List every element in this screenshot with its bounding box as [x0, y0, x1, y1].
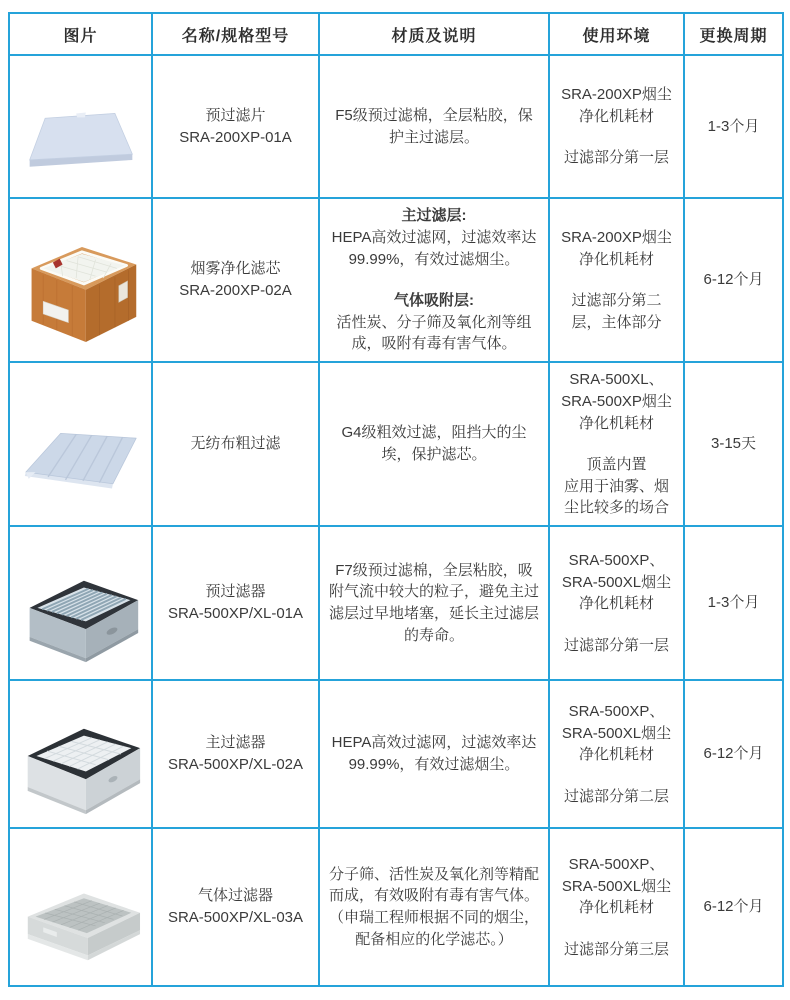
column-header-2: 名称/规格型号: [152, 13, 319, 55]
product-image-cell: [9, 362, 152, 526]
usage-environment-cell: [549, 362, 684, 526]
material-paragraph: G4级粗效过滤，阻挡大的尘埃，保护滤芯。: [341, 424, 527, 463]
replacement-cycle-cell: [684, 198, 783, 362]
table-row: [9, 828, 783, 986]
replacement-cycle-cell: [684, 526, 783, 680]
table-row: [9, 55, 783, 198]
nonwoven-prefilter-cloth-image: [18, 383, 144, 505]
product-name-cell: [152, 526, 319, 680]
product-name-line: 预过滤器: [205, 583, 266, 601]
product-name-line: SRA-200XP-01A: [179, 128, 292, 146]
flat-filter-sheet-image: [18, 65, 144, 189]
product-name-line: 主过滤器: [205, 734, 266, 752]
product-name-cell: [152, 680, 319, 828]
product-name-cell: [152, 198, 319, 362]
material-description-cell: [319, 828, 549, 986]
replacement-cycle-cell: [684, 55, 783, 198]
product-name-line: SRA-500XP/XL-02A: [167, 756, 304, 773]
environment-paragraph: 应用于油雾、烟尘比较多的场合: [563, 477, 669, 517]
material-description-cell: [319, 680, 549, 828]
replacement-cycle-cell: [684, 828, 783, 986]
gas-chemical-filter-image: [18, 847, 144, 967]
usage-environment-cell: [549, 198, 684, 362]
product-name-line: 气体过滤器: [197, 887, 273, 905]
replacement-cycle-cell: [684, 680, 783, 828]
replacement-cycle-value: 6-12个月: [703, 898, 764, 916]
replacement-cycle-value: 6-12个月: [703, 271, 764, 289]
environment-paragraph: SRA-500XP、SRA-500XL烟尘净化机耗材: [561, 551, 672, 613]
pleated-prefilter-image: [18, 540, 144, 666]
material-paragraph: 分子筛、活性炭及氧化剂等精配而成，有效吸附有毒有害气体。（申瑞工程师根据不同的烟尘，配备相应的化学滤芯。）: [328, 865, 539, 948]
product-image-cell: [9, 55, 152, 198]
environment-paragraph: 过滤部分第一层: [563, 636, 669, 654]
table-row: [9, 198, 783, 362]
product-name-line: 预过滤片: [205, 106, 266, 124]
product-name-line: SRA-500XP/XL-03A: [167, 909, 304, 926]
column-header-4: 使用环境: [549, 13, 684, 55]
product-name-line: SRA-500XP/XL-01A: [167, 605, 304, 622]
material-description-cell: [319, 55, 549, 198]
environment-paragraph: 过滤部分第一层: [563, 149, 669, 167]
column-header-5: 更换周期: [684, 13, 783, 55]
table-header-row: [9, 13, 783, 55]
material-paragraph: HEPA高效过滤网，过滤效率达99.99%，有效过滤烟尘。: [331, 228, 537, 268]
column-header-1: 图片: [9, 13, 152, 55]
product-name-cell: [152, 828, 319, 986]
material-paragraph: HEPA高效过滤网，过滤效率达99.99%，有效过滤烟尘。: [331, 734, 537, 773]
replacement-cycle-cell: [684, 362, 783, 526]
product-name-line: 无纺布粗过滤: [190, 435, 281, 453]
product-name-cell: [152, 55, 319, 198]
material-description-cell: [319, 526, 549, 680]
environment-paragraph: SRA-200XP烟尘净化机耗材: [561, 86, 672, 125]
table-row: [9, 680, 783, 828]
product-image-cell: [9, 828, 152, 986]
filter-spec-table: [8, 12, 784, 987]
product-image-cell: [9, 198, 152, 362]
environment-paragraph: SRA-500XP、SRA-500XL烟尘净化机耗材: [561, 855, 672, 917]
usage-environment-cell: [549, 55, 684, 198]
product-name-line: 烟雾净化滤芯: [190, 260, 281, 278]
replacement-cycle-value: 3-15天: [710, 435, 757, 453]
table-row: [9, 362, 783, 526]
environment-paragraph: 过滤部分第二层，主体部分: [571, 291, 662, 331]
material-section-heading: 主过滤层:: [401, 207, 467, 224]
replacement-cycle-value: 6-12个月: [703, 745, 764, 763]
environment-paragraph: SRA-500XL、SRA-500XP烟尘净化机耗材: [561, 371, 672, 432]
environment-paragraph: 过滤部分第二层: [563, 787, 669, 805]
column-header-3: 材质及说明: [319, 13, 549, 55]
product-image-cell: [9, 680, 152, 828]
environment-paragraph: SRA-500XP、SRA-500XL烟尘净化机耗材: [561, 702, 672, 764]
table-row: [9, 526, 783, 680]
table-body: [9, 55, 783, 986]
product-image-cell: [9, 526, 152, 680]
environment-paragraph: 过滤部分第三层: [563, 940, 669, 958]
material-paragraph: 活性炭、分子筛及氧化剂等组成，吸附有毒有害气体。: [336, 313, 532, 353]
material-paragraph: F7级预过滤棉，全层粘胶，吸附气流中较大的粒子，避免主过滤层过早地堵塞，延长主过滤层的寿命。: [328, 561, 539, 644]
product-name-line: SRA-200XP-02A: [179, 282, 292, 299]
usage-environment-cell: [549, 680, 684, 828]
material-description-cell: [319, 362, 549, 526]
material-description-cell: [319, 198, 549, 362]
usage-environment-cell: [549, 828, 684, 986]
environment-paragraph: 顶盖内置: [586, 455, 647, 473]
material-paragraph: F5级预过滤棉，全层粘胶，保护主过滤层。: [335, 106, 533, 146]
usage-environment-cell: [549, 526, 684, 680]
material-section-heading: 气体吸附层:: [394, 291, 474, 309]
replacement-cycle-value: 1-3个月: [707, 594, 760, 612]
replacement-cycle-value: 1-3个月: [707, 117, 760, 135]
smoke-filter-cartridge-box-image: [18, 214, 144, 346]
product-name-cell: [152, 362, 319, 526]
hepa-main-filter-image: [18, 690, 144, 818]
environment-paragraph: SRA-200XP烟尘净化机耗材: [561, 228, 672, 268]
